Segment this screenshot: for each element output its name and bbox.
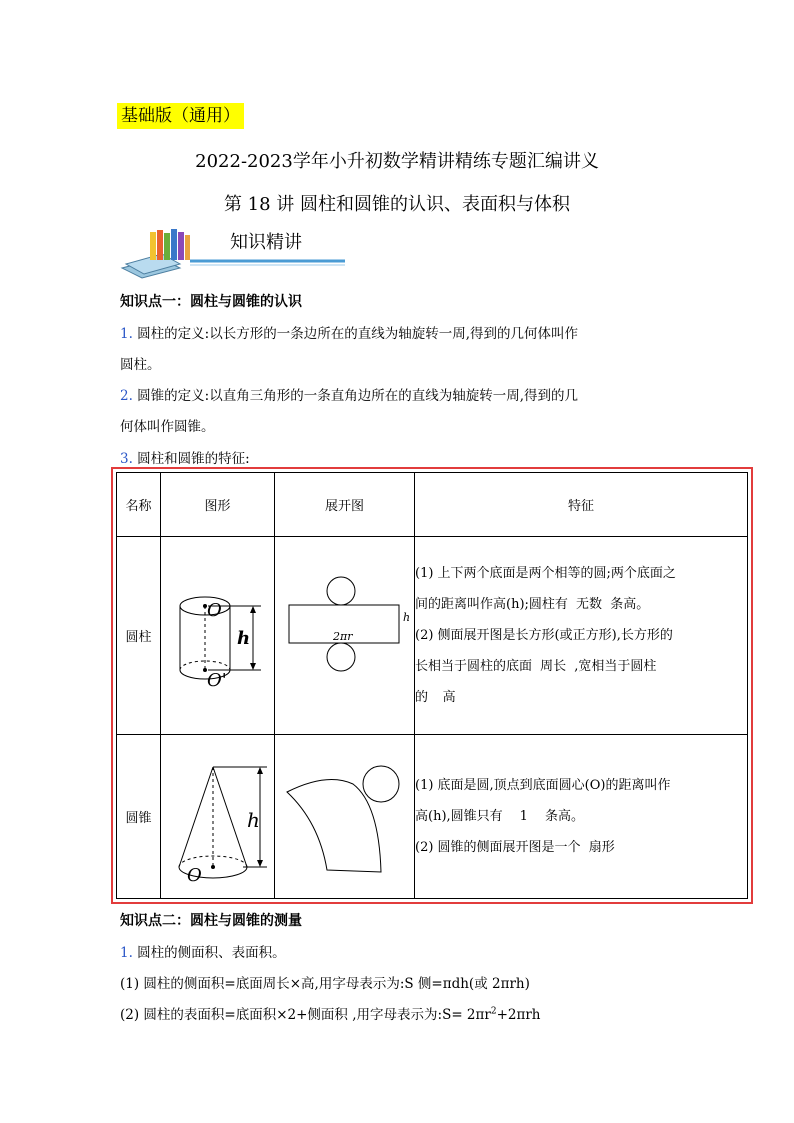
item-text: 圆柱的侧面积、表面积。: [132, 945, 286, 961]
answer-blank: 无数: [576, 597, 603, 612]
answer-blank: 1: [519, 809, 528, 824]
feature-line: 长相当于圆柱的底面 周长 ,宽相当于圆柱: [415, 651, 747, 682]
cylinder-bottom-label: O': [206, 669, 227, 691]
document-title: 2022-2023学年小升初数学精讲精练专题汇编讲义: [195, 151, 599, 172]
cylinder-height-label: h: [236, 627, 250, 649]
edition-tag: 基础版（通用）: [117, 103, 244, 129]
cylinder-figure: [163, 576, 273, 696]
feature-line: (2) 圆锥的侧面展开图是一个 扇形: [415, 832, 747, 863]
list-item-continued: 何体叫作圆锥。: [120, 419, 215, 435]
item-text: 圆柱和圆锥的特征:: [132, 451, 250, 467]
feature-line: 高(h),圆锥只有 1 条高。: [415, 801, 747, 832]
list-item: [120, 322, 578, 342]
item-number: 1.: [120, 326, 133, 342]
feature-line: (1) 上下两个底面是两个相等的圆;两个底面之: [415, 566, 676, 581]
section2-heading: 知识点二：圆柱与圆锥的测量: [120, 913, 302, 929]
cone-net-cell: [275, 735, 415, 899]
cone-center-label: O: [186, 864, 202, 886]
item-text: 圆柱的定义:以长方形的一条边所在的直线为轴旋转一周,得到的几何体叫作: [132, 326, 579, 342]
cylinder-net-figure: [277, 576, 413, 696]
list-item: [120, 447, 250, 467]
formula-surface-area: (2) 圆柱的表面积=底面积×2+侧面积 ,用字母表示为:S= $2\pi r^2+2\pi rh$: [120, 1006, 541, 1023]
item-text: 圆锥的定义:以直角三角形的一条直角边所在的直线为轴旋转一周,得到的几: [132, 388, 579, 404]
list-item-continued: 圆柱。: [120, 357, 161, 373]
answer-blank: 高: [442, 690, 456, 705]
list-item: [120, 941, 286, 961]
net-height-label: h: [402, 610, 410, 624]
item-number: 3.: [120, 451, 133, 467]
feature-line: 间的距离叫作高(h);圆柱有 无数 条高。: [415, 589, 747, 620]
header-net: 展开图: [275, 473, 415, 537]
header-features: 特征: [415, 473, 748, 537]
feature-line: 的 高: [415, 682, 747, 713]
list-item: [120, 384, 578, 404]
feature-line: (2) 侧面展开图是长方形(或正方形),长方形的: [415, 628, 673, 643]
item-number: 2.: [120, 388, 133, 404]
answer-blank: 扇形: [588, 840, 615, 855]
features-table: [116, 472, 748, 899]
cone-figure: [163, 747, 273, 887]
header-name: 名称: [117, 473, 161, 537]
feature-line: (1) 底面是圆,顶点到底面圆心(O)的距离叫作: [415, 778, 671, 793]
cylinder-top-label: O: [206, 599, 222, 621]
lecture-title: 第 18 讲 圆柱和圆锥的认识、表面积与体积: [223, 194, 571, 215]
row-name: 圆锥: [117, 735, 161, 899]
banner-title: 知识精讲: [230, 232, 302, 253]
header-figure: 图形: [161, 473, 275, 537]
item-number: 1.: [120, 945, 133, 961]
cone-height-label: h: [246, 807, 260, 832]
table-row: [117, 735, 748, 899]
cylinder-features: [415, 537, 748, 735]
net-width-label: 2πr: [332, 629, 352, 643]
cylinder-figure-cell: [161, 537, 275, 735]
cone-figure-cell: [161, 735, 275, 899]
section1-heading: 知识点一：圆柱与圆锥的认识: [120, 294, 302, 310]
table-header-row: [117, 473, 748, 537]
table-row: [117, 537, 748, 735]
cone-net-figure: [277, 752, 413, 882]
cylinder-net-cell: [275, 537, 415, 735]
formula-lateral-area: (1) 圆柱的侧面积=底面周长×高,用字母表示为:S 侧=πdh(或 2πrh): [120, 976, 530, 992]
row-name: 圆柱: [117, 537, 161, 735]
answer-blank: 周长: [540, 659, 567, 674]
cone-features: [415, 735, 748, 899]
